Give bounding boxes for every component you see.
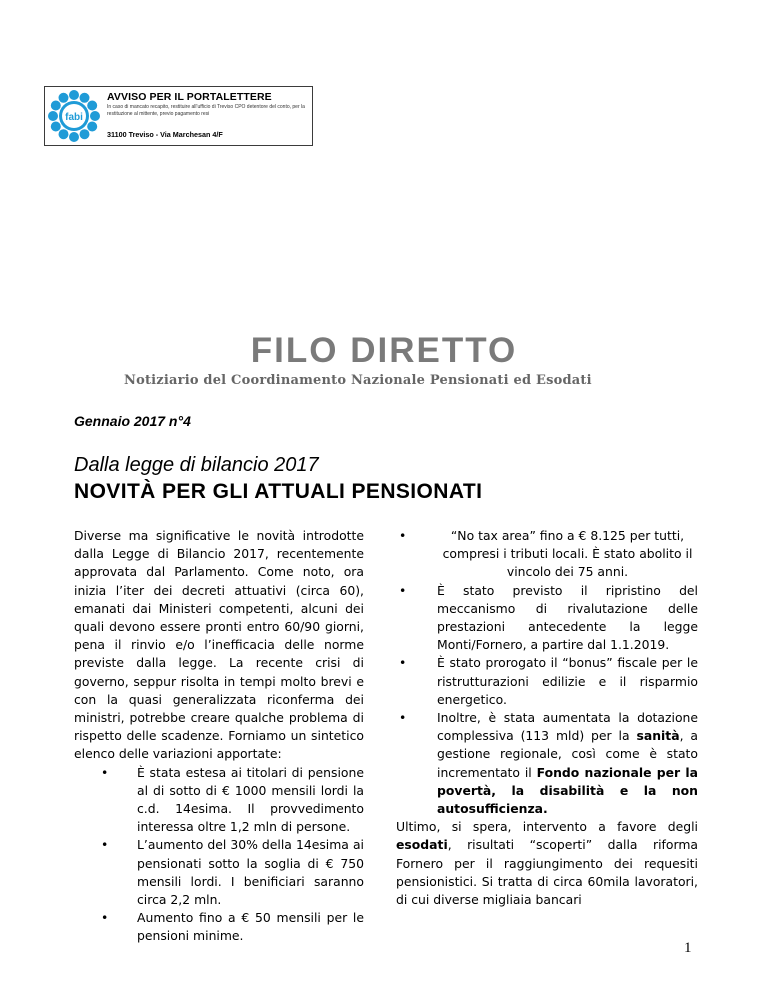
stamp-address: 31100 Treviso - Via Marchesan 4/F xyxy=(107,130,223,139)
bold-run: esodati xyxy=(396,837,448,853)
list-item xyxy=(74,836,364,909)
fabi-logo xyxy=(46,88,102,144)
left-column xyxy=(74,527,364,946)
bullet-icon: • xyxy=(101,910,109,926)
text-run: Inoltre, è stata aumentata la dotazione complessiva (113 mld) per la xyxy=(437,710,698,744)
text-run: , a gestione regionale, così come è stato incrementato il xyxy=(437,728,698,780)
list-item xyxy=(396,527,698,582)
bold-run: Fondo nazionale per la povertà, la disabilità e la non autosufficienza. xyxy=(437,764,698,817)
logo-text: fabi xyxy=(65,112,83,123)
right-column xyxy=(396,527,698,909)
list-item-text: È stato prorogato il “bonus” fiscale per le ristrutturazioni edilizie e il risparmio energetico. xyxy=(437,655,698,707)
issue-label: Gennaio 2017 n°4 xyxy=(74,413,191,429)
bullet-icon: • xyxy=(399,710,407,726)
bullet-icon: • xyxy=(399,528,407,543)
left-bullet-list xyxy=(74,764,364,946)
list-item-text: Aumento fino a € 50 mensili per le pensioni minime. xyxy=(137,910,364,944)
bullet-icon: • xyxy=(399,582,407,598)
closing-paragraph xyxy=(396,818,698,909)
article-headline: NOVITÀ PER GLI ATTUALI PENSIONATI xyxy=(74,480,483,503)
stamp-body: In caso di mancato recapito, restituire all'ufficio di Treviso CPO detentore del conto, per la restituzione al mittente, previo pagamento resi xyxy=(107,104,305,117)
list-item-text xyxy=(437,710,698,816)
right-bullet-list xyxy=(396,527,698,818)
list-item-text: È stato previsto il ripristino del meccanismo di rivalutazione delle prestazioni antecedente la legge Monti/Fornero, a partire dal 1.1.2019. xyxy=(437,582,698,653)
list-item-text: È stata estesa ai titolari di pensione al di sotto di € 1000 mensili lordi la c.d. 14esima. Il provvedimento interessa oltre 1,2 mln di persone. xyxy=(137,764,364,835)
article-kicker: Dalla legge di bilancio 2017 xyxy=(74,454,319,476)
stamp-title: AVVISO PER IL PORTALETTERE xyxy=(107,91,272,103)
list-item xyxy=(396,654,698,709)
text-run: , risultati “scoperti” dalla riforma Fornero per il raggiungimento dei requesiti pensionistici. Si tratta di circa 60mila lavoratori, di cui diverse migliaia bancari xyxy=(396,837,698,908)
bullet-icon: • xyxy=(399,655,407,671)
bold-run: sanità xyxy=(636,728,680,744)
list-item xyxy=(74,909,364,945)
list-item-text: “No tax area” fino a € 8.125 per tutti, compresi i tributi locali. È stato abolito il vincolo dei 75 anni. xyxy=(442,528,693,580)
intro-paragraph: Diverse ma significative le novità introdotte dalla Legge di Bilancio 2017, recentemente approvata dal Parlamento. Come noto, ora inizia l’iter dei decreti attuativi (circa 60), emanati dai Ministeri competenti, alcuni dei quali devono essere pronti entro 60/90 giorni, pena il rinvio e/o l’inefficacia delle norme previste dalla legge. La recente crisi di governo, seppur risolta in tempi molto brevi e con la quasi generalizzata riconferma dei ministri, potrebbe creare qualche problema di rispetto delle scadenze. Forniamo un sintetico elenco delle variazioni apportate: xyxy=(74,528,364,762)
list-item xyxy=(396,709,698,818)
text-run: Ultimo, si spera, intervento a favore degli xyxy=(396,819,698,835)
bullet-icon: • xyxy=(101,764,109,780)
list-item xyxy=(396,582,698,655)
page-number: 1 xyxy=(684,940,692,956)
postal-stamp xyxy=(44,86,313,146)
bullet-icon: • xyxy=(101,837,109,853)
masthead-tagline: Notiziario del Coordinamento Nazionale Pensionati ed Esodati xyxy=(124,373,592,388)
list-item xyxy=(74,764,364,837)
masthead-title: FILO DIRETTO xyxy=(250,331,518,370)
list-item-text: L’aumento del 30% della 14esima ai pensionati sotto la soglia di € 750 mensili lordi. I benificiari saranno circa 2,2 mln. xyxy=(137,837,364,908)
